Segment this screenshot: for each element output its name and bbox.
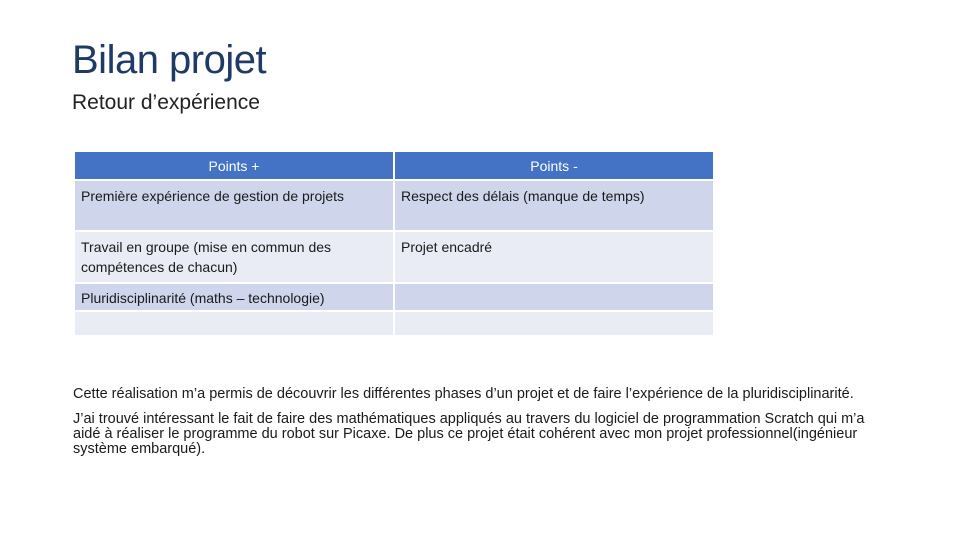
table-header-row: [75, 152, 713, 179]
table-row: [75, 284, 713, 310]
table-cell-minus: [395, 284, 713, 310]
slide-title: Bilan projet: [72, 38, 267, 82]
table-cell-minus: Projet encadré: [395, 232, 713, 282]
conclusion-paragraph-2: J’ai trouvé intéressant le fait de faire des mathématiques appliqués au travers du logiciel de programmation Scratch qui m’a aidé à réaliser le programme du robot sur Picaxe. De plus ce projet était cohérent avec mon projet professionnel(ingénieur système embarqué).: [73, 411, 865, 457]
slide-subtitle: Retour d’expérience: [72, 91, 260, 114]
table-row: [75, 232, 713, 282]
table-cell-minus: Respect des délais (manque de temps): [395, 181, 713, 230]
table-row: [75, 312, 713, 335]
table-row: [75, 181, 713, 230]
table-cell-plus: Travail en groupe (mise en commun des compétences de chacun): [75, 232, 393, 282]
table-cell-plus: Pluridisciplinarité (maths – technologie): [75, 284, 393, 310]
conclusion-text: [73, 387, 893, 467]
conclusion-paragraph-1: Cette réalisation m’a permis de découvrir les différentes phases d’un projet et de faire l’expérience de la pluridisciplinarité.: [73, 386, 854, 402]
table-cell-minus: [395, 312, 713, 335]
pros-cons-table: [73, 150, 715, 337]
table-cell-plus: Première expérience de gestion de projets: [75, 181, 393, 230]
table-cell-plus: [75, 312, 393, 335]
header-points-minus: Points -: [395, 152, 713, 179]
header-points-plus: Points +: [75, 152, 393, 179]
